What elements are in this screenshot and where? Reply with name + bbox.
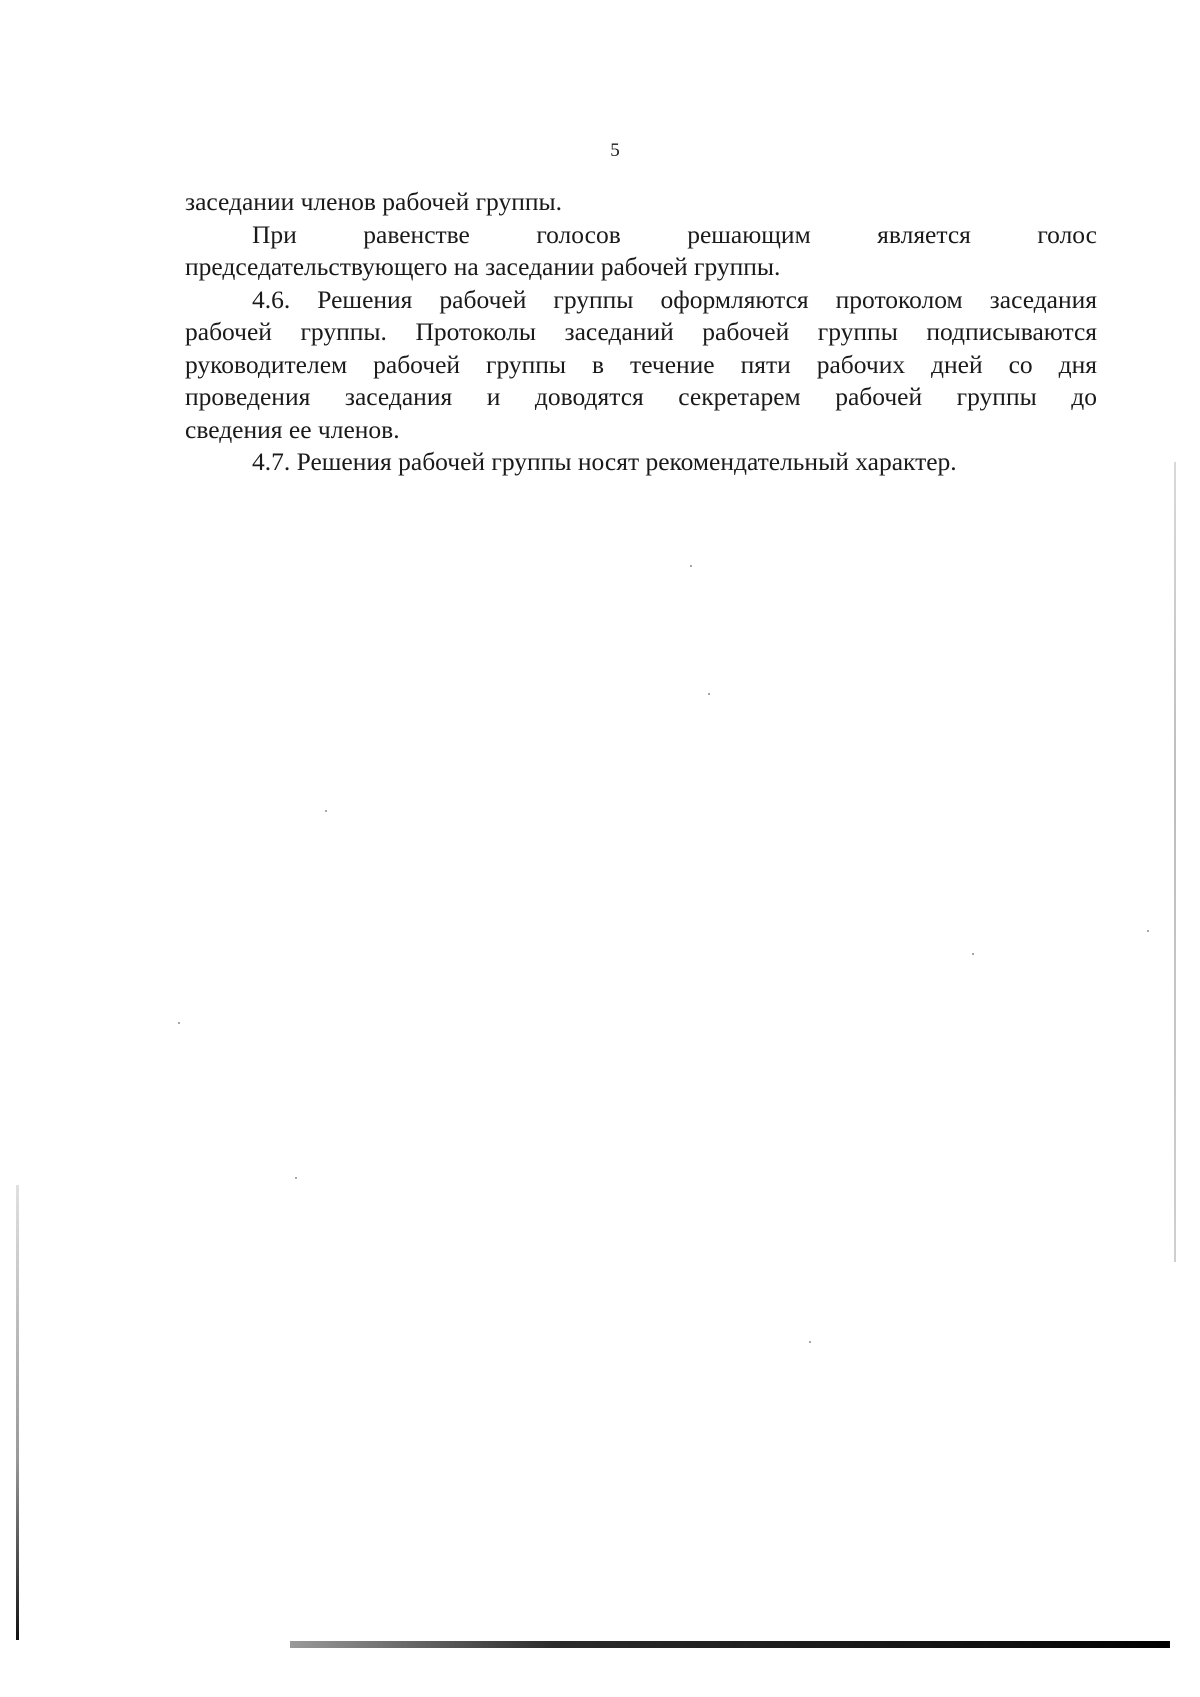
- scan-speck: [1147, 930, 1149, 932]
- scan-speck: [295, 1177, 297, 1179]
- scan-speck: [690, 565, 692, 567]
- scan-speck: [325, 810, 327, 812]
- scan-speck: [972, 953, 974, 955]
- scan-bottom-line: [290, 1641, 1170, 1648]
- scan-edge-left: [16, 1185, 19, 1640]
- text-line: При равенстве голосов решающим является голос: [252, 219, 1097, 249]
- text-line: 4.7. Решения рабочей группы носят рекомендательный характер.: [252, 447, 957, 476]
- text-line: проведения заседания и доводятся секретарем рабочей группы до: [185, 382, 1097, 411]
- text-line: заседании членов рабочей группы.: [185, 187, 563, 216]
- page-number: 5: [610, 140, 620, 161]
- text-line: председательствующего на заседании рабочей группы.: [185, 252, 781, 281]
- scan-speck: [809, 1341, 811, 1343]
- scan-speck: [178, 1022, 180, 1024]
- text-line: 4.6. Решения рабочей группы оформляются протоколом заседания: [252, 284, 1097, 314]
- scan-edge-right: [1174, 462, 1176, 1262]
- text-line: рабочей группы. Протоколы заседаний рабочей группы подписываются: [185, 317, 1097, 346]
- text-line: руководителем рабочей группы в течение пяти рабочих дней со дня: [185, 349, 1097, 379]
- text-line: сведения ее членов.: [185, 414, 400, 444]
- scan-speck: [708, 693, 710, 695]
- document-body: [185, 186, 1097, 479]
